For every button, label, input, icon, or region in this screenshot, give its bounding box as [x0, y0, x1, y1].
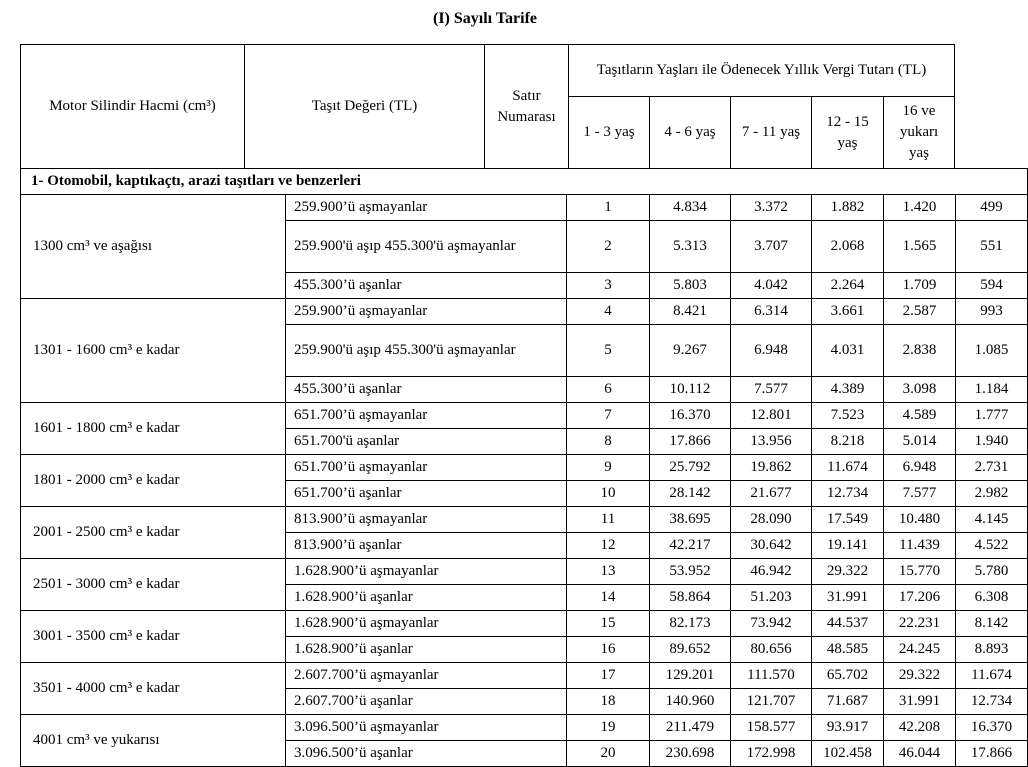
vehicle-value-cell: 2.607.700’ü aşanlar: [286, 689, 567, 715]
row-number-cell: 13: [567, 559, 650, 585]
tax-amount-cell: 993: [956, 299, 1028, 325]
table-row: [21, 403, 1028, 429]
tax-amount-cell: 30.642: [731, 533, 812, 559]
header-age: 12 - 15 yaş: [812, 97, 884, 169]
tax-amount-cell: 3.372: [731, 195, 812, 221]
tax-amount-cell: 46.044: [884, 741, 956, 767]
tax-amount-cell: 28.090: [731, 507, 812, 533]
tax-amount-cell: 499: [956, 195, 1028, 221]
tax-amount-cell: 58.864: [650, 585, 731, 611]
tax-amount-cell: 80.656: [731, 637, 812, 663]
tax-amount-cell: 172.998: [731, 741, 812, 767]
tax-amount-cell: 17.866: [650, 429, 731, 455]
tax-amount-cell: 17.866: [956, 741, 1028, 767]
tariff-document: [20, 44, 1013, 767]
table-row: [21, 507, 1028, 533]
tax-amount-cell: 22.231: [884, 611, 956, 637]
tax-amount-cell: 121.707: [731, 689, 812, 715]
row-number-cell: 11: [567, 507, 650, 533]
header-motor: Motor Silindir Hacmi (cm³): [21, 45, 245, 169]
tax-amount-cell: 31.991: [812, 585, 884, 611]
tax-amount-cell: 3.707: [731, 221, 812, 273]
tax-amount-cell: 46.942: [731, 559, 812, 585]
tax-amount-cell: 1.882: [812, 195, 884, 221]
tax-amount-cell: 1.565: [884, 221, 956, 273]
tax-amount-cell: 6.314: [731, 299, 812, 325]
tax-amount-cell: 7.523: [812, 403, 884, 429]
tax-amount-cell: 65.702: [812, 663, 884, 689]
tax-amount-cell: 140.960: [650, 689, 731, 715]
tax-amount-cell: 6.948: [731, 325, 812, 377]
tax-amount-cell: 13.956: [731, 429, 812, 455]
tax-amount-cell: 1.085: [956, 325, 1028, 377]
tax-amount-cell: 28.142: [650, 481, 731, 507]
tax-amount-cell: 31.991: [884, 689, 956, 715]
tax-amount-cell: 594: [956, 273, 1028, 299]
table-row: [21, 195, 1028, 221]
tax-amount-cell: 2.264: [812, 273, 884, 299]
vehicle-value-cell: 1.628.900’ü aşmayanlar: [286, 611, 567, 637]
tax-amount-cell: 17.206: [884, 585, 956, 611]
tax-amount-cell: 24.245: [884, 637, 956, 663]
tax-amount-cell: 89.652: [650, 637, 731, 663]
vehicle-value-cell: 813.900’ü aşanlar: [286, 533, 567, 559]
tax-amount-cell: 4.389: [812, 377, 884, 403]
header-age: 7 - 11 yaş: [731, 97, 812, 169]
tax-amount-cell: 93.917: [812, 715, 884, 741]
row-number-cell: 6: [567, 377, 650, 403]
tax-amount-cell: 5.803: [650, 273, 731, 299]
vehicle-value-cell: 259.900’ü aşmayanlar: [286, 195, 567, 221]
tax-amount-cell: 8.893: [956, 637, 1028, 663]
engine-capacity-cell: 2501 - 3000 cm³ e kadar: [21, 559, 286, 611]
tax-amount-cell: 11.674: [812, 455, 884, 481]
tax-amount-cell: 38.695: [650, 507, 731, 533]
tax-amount-cell: 4.042: [731, 273, 812, 299]
tax-amount-cell: 42.217: [650, 533, 731, 559]
tax-amount-cell: 1.709: [884, 273, 956, 299]
vehicle-value-cell: 651.700'ü aşanlar: [286, 429, 567, 455]
vehicle-value-cell: 3.096.500’ü aşmayanlar: [286, 715, 567, 741]
tax-amount-cell: 4.589: [884, 403, 956, 429]
tax-amount-cell: 10.112: [650, 377, 731, 403]
row-number-cell: 16: [567, 637, 650, 663]
vehicle-value-cell: 455.300’ü aşanlar: [286, 273, 567, 299]
table-row: [21, 663, 1028, 689]
vehicle-value-cell: 2.607.700’ü aşmayanlar: [286, 663, 567, 689]
tax-amount-cell: 4.834: [650, 195, 731, 221]
row-number-cell: 8: [567, 429, 650, 455]
vehicle-value-cell: 813.900’ü aşmayanlar: [286, 507, 567, 533]
table-row: [21, 455, 1028, 481]
page-title: (I) Sayılı Tarife: [432, 10, 537, 27]
vehicle-value-cell: 651.700’ü aşanlar: [286, 481, 567, 507]
tax-amount-cell: 19.862: [731, 455, 812, 481]
row-number-cell: 12: [567, 533, 650, 559]
tax-amount-cell: 19.141: [812, 533, 884, 559]
row-number-cell: 19: [567, 715, 650, 741]
tax-amount-cell: 12.734: [812, 481, 884, 507]
header-table: [20, 44, 955, 169]
tax-amount-cell: 82.173: [650, 611, 731, 637]
table-row: [21, 611, 1028, 637]
tax-amount-cell: 5.014: [884, 429, 956, 455]
vehicle-value-cell: 259.900'ü aşıp 455.300'ü aşmayanlar: [286, 221, 567, 273]
tariff-table: [20, 168, 1028, 767]
row-number-cell: 15: [567, 611, 650, 637]
tax-amount-cell: 102.458: [812, 741, 884, 767]
engine-capacity-cell: 1301 - 1600 cm³ e kadar: [21, 299, 286, 403]
tax-amount-cell: 51.203: [731, 585, 812, 611]
header-age: 16 ve yukarı yaş: [884, 97, 955, 169]
tax-amount-cell: 29.322: [812, 559, 884, 585]
row-number-cell: 5: [567, 325, 650, 377]
vehicle-value-cell: 1.628.900’ü aşanlar: [286, 585, 567, 611]
row-number-cell: 7: [567, 403, 650, 429]
tax-amount-cell: 53.952: [650, 559, 731, 585]
vehicle-value-cell: 1.628.900’ü aşanlar: [286, 637, 567, 663]
tax-amount-cell: 6.948: [884, 455, 956, 481]
tax-amount-cell: 230.698: [650, 741, 731, 767]
table-row: [21, 299, 1028, 325]
engine-capacity-cell: 3501 - 4000 cm³ e kadar: [21, 663, 286, 715]
tax-amount-cell: 3.098: [884, 377, 956, 403]
tax-amount-cell: 2.731: [956, 455, 1028, 481]
tax-amount-cell: 10.480: [884, 507, 956, 533]
engine-capacity-cell: 1801 - 2000 cm³ e kadar: [21, 455, 286, 507]
tax-amount-cell: 11.674: [956, 663, 1028, 689]
vehicle-value-cell: 651.700’ü aşmayanlar: [286, 403, 567, 429]
vehicle-value-cell: 259.900'ü aşıp 455.300'ü aşmayanlar: [286, 325, 567, 377]
tax-amount-cell: 1.184: [956, 377, 1028, 403]
tax-amount-cell: 158.577: [731, 715, 812, 741]
tax-amount-cell: 4.145: [956, 507, 1028, 533]
tax-amount-cell: 7.577: [731, 377, 812, 403]
header-age: 4 - 6 yaş: [650, 97, 731, 169]
engine-capacity-cell: 3001 - 3500 cm³ e kadar: [21, 611, 286, 663]
tax-amount-cell: 5.780: [956, 559, 1028, 585]
tax-amount-cell: 73.942: [731, 611, 812, 637]
tax-amount-cell: 1.940: [956, 429, 1028, 455]
tax-amount-cell: 2.068: [812, 221, 884, 273]
tax-amount-cell: 7.577: [884, 481, 956, 507]
tax-amount-cell: 21.677: [731, 481, 812, 507]
engine-capacity-cell: 1601 - 1800 cm³ e kadar: [21, 403, 286, 455]
row-number-cell: 18: [567, 689, 650, 715]
engine-capacity-cell: 1300 cm³ ve aşağısı: [21, 195, 286, 299]
table-row: [21, 559, 1028, 585]
tax-amount-cell: 551: [956, 221, 1028, 273]
row-number-cell: 1: [567, 195, 650, 221]
tax-amount-cell: 16.370: [650, 403, 731, 429]
tax-amount-cell: 29.322: [884, 663, 956, 689]
tax-amount-cell: 6.308: [956, 585, 1028, 611]
tax-amount-cell: 1.420: [884, 195, 956, 221]
tax-amount-cell: 42.208: [884, 715, 956, 741]
vehicle-value-cell: 259.900’ü aşmayanlar: [286, 299, 567, 325]
row-number-cell: 3: [567, 273, 650, 299]
vehicle-value-cell: 651.700’ü aşmayanlar: [286, 455, 567, 481]
tax-amount-cell: 5.313: [650, 221, 731, 273]
row-number-cell: 20: [567, 741, 650, 767]
tax-amount-cell: 4.522: [956, 533, 1028, 559]
tax-amount-cell: 11.439: [884, 533, 956, 559]
tax-amount-cell: 44.537: [812, 611, 884, 637]
tax-amount-cell: 2.587: [884, 299, 956, 325]
tax-amount-cell: 17.549: [812, 507, 884, 533]
header-row-no: Satır Numarası: [485, 45, 569, 169]
tax-amount-cell: 129.201: [650, 663, 731, 689]
tax-amount-cell: 8.142: [956, 611, 1028, 637]
row-number-cell: 10: [567, 481, 650, 507]
vehicle-value-cell: 1.628.900’ü aşmayanlar: [286, 559, 567, 585]
tax-amount-cell: 25.792: [650, 455, 731, 481]
row-number-cell: 9: [567, 455, 650, 481]
row-number-cell: 4: [567, 299, 650, 325]
tax-amount-cell: 211.479: [650, 715, 731, 741]
header-age: 1 - 3 yaş: [569, 97, 650, 169]
header-age-group: Taşıtların Yaşları ile Ödenecek Yıllık Vergi Tutarı (TL): [569, 45, 955, 97]
tax-amount-cell: 2.838: [884, 325, 956, 377]
tax-amount-cell: 4.031: [812, 325, 884, 377]
tax-amount-cell: 8.218: [812, 429, 884, 455]
engine-capacity-cell: 2001 - 2500 cm³ e kadar: [21, 507, 286, 559]
row-number-cell: 17: [567, 663, 650, 689]
tax-amount-cell: 12.801: [731, 403, 812, 429]
tax-amount-cell: 71.687: [812, 689, 884, 715]
tax-amount-cell: 2.982: [956, 481, 1028, 507]
table-row: [21, 715, 1028, 741]
engine-capacity-cell: 4001 cm³ ve yukarısı: [21, 715, 286, 767]
vehicle-value-cell: 455.300’ü aşanlar: [286, 377, 567, 403]
tax-amount-cell: 111.570: [731, 663, 812, 689]
row-number-cell: 14: [567, 585, 650, 611]
tax-amount-cell: 15.770: [884, 559, 956, 585]
tax-amount-cell: 1.777: [956, 403, 1028, 429]
tax-amount-cell: 12.734: [956, 689, 1028, 715]
tax-amount-cell: 8.421: [650, 299, 731, 325]
tax-amount-cell: 48.585: [812, 637, 884, 663]
tax-amount-cell: 3.661: [812, 299, 884, 325]
tax-amount-cell: 16.370: [956, 715, 1028, 741]
vehicle-value-cell: 3.096.500’ü aşanlar: [286, 741, 567, 767]
header-value: Taşıt Değeri (TL): [245, 45, 485, 169]
tax-amount-cell: 9.267: [650, 325, 731, 377]
row-number-cell: 2: [567, 221, 650, 273]
section-title: 1- Otomobil, kaptıkaçtı, arazi taşıtları ve benzerleri: [21, 169, 1028, 195]
